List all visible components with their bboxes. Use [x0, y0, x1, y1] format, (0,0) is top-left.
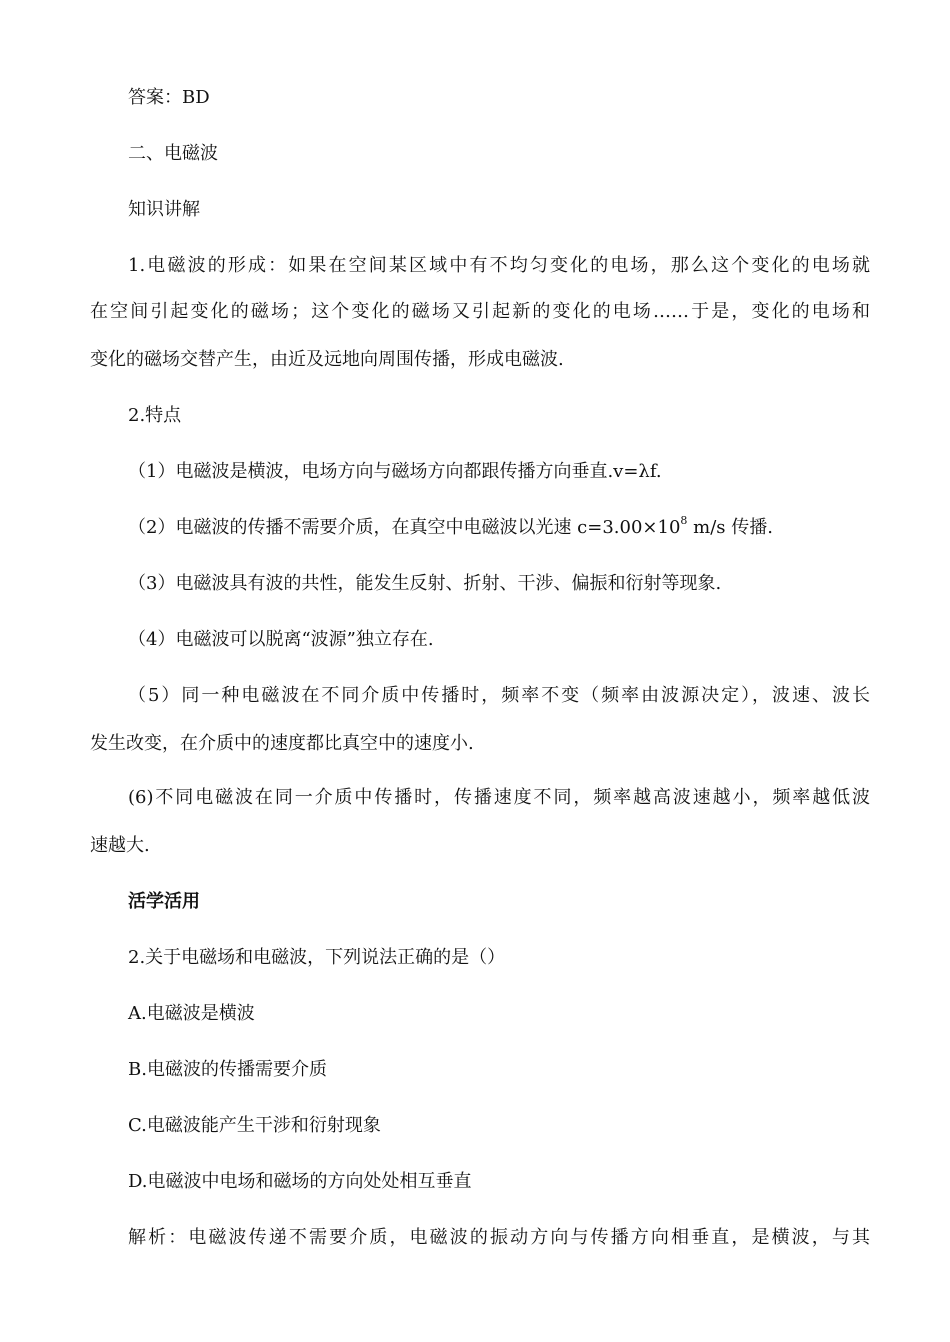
section-title: 二、电磁波: [128, 143, 218, 164]
feature-5-line1: （5）同一种电磁波在不同介质中传播时，频率不变（频率由波源决定），波速、波长: [128, 685, 870, 706]
feature-4: （4）电磁波可以脱离“波源”独立存在.: [128, 629, 434, 650]
feature-1: （1）电磁波是横波，电场方向与磁场方向都跟传播方向垂直.v=λf.: [128, 461, 662, 482]
feature-3: （3）电磁波具有波的共性，能发生反射、折射、干涉、偏振和衍射等现象.: [128, 573, 722, 594]
feature-2-text: （2）电磁波的传播不需要介质，在真空中电磁波以光速 c=3.00×10: [128, 517, 681, 538]
option-a: A.电磁波是横波: [128, 1003, 255, 1024]
question-stem: 2.关于电磁场和电磁波，下列说法正确的是（）: [128, 947, 506, 968]
option-d: D.电磁波中电场和磁场的方向处处相互垂直: [128, 1171, 472, 1192]
feature-6-line1: (6)不同电磁波在同一介质中传播时，传播速度不同，频率越高波速越小，频率越低波: [128, 787, 870, 808]
knowledge-heading: 知识讲解: [128, 199, 200, 220]
feature-2-exponent: 8: [680, 514, 688, 527]
point1-line1: 1.电磁波的形成：如果在空间某区域中有不均匀变化的电场，那么这个变化的电场就: [128, 255, 870, 276]
point1-line3: 变化的磁场交替产生，由近及远地向周围传播，形成电磁波.: [90, 349, 564, 370]
analysis-line: 解析：电磁波传递不需要介质，电磁波的振动方向与传播方向相垂直，是横波，与其: [128, 1227, 870, 1248]
practice-heading: 活学活用: [128, 891, 200, 912]
feature-2: [128, 514, 908, 538]
feature-5-line2: 发生改变，在介质中的速度都比真空中的速度小.: [90, 733, 474, 754]
point1-line2: 在空间引起变化的磁场；这个变化的磁场又引起新的变化的电场……于是，变化的电场和: [90, 301, 870, 322]
option-c: C.电磁波能产生干涉和衍射现象: [128, 1115, 381, 1136]
feature-6-line2: 速越大.: [90, 835, 150, 856]
option-b: B.电磁波的传播需要介质: [128, 1059, 327, 1080]
answer-line: 答案：BD: [128, 87, 210, 108]
feature-2-unit: m/s 传播.: [687, 517, 773, 538]
point2-heading: 2.特点: [128, 405, 182, 426]
